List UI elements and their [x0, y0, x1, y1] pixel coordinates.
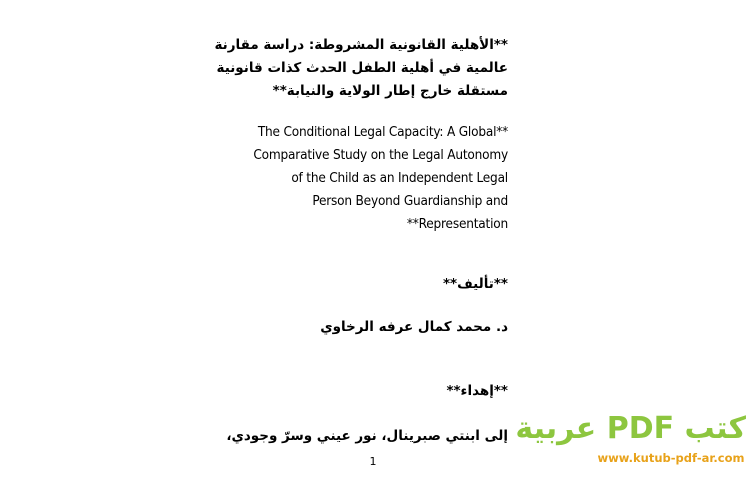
title-english-line: Comparative Study on the Legal Autonomy: [253, 147, 508, 163]
site-watermark: [515, 410, 746, 466]
title-english-line: **Representation: [406, 216, 508, 232]
author-heading: **تأليف**: [442, 276, 508, 292]
watermark-url: www.kutub-pdf-ar.com: [597, 451, 745, 465]
title-english: [208, 121, 508, 236]
title-arabic-line: **الأهلية القانونية المشروطة: دراسة مقارنة: [214, 37, 508, 53]
title-english-line: Person Beyond Guardianship and: [312, 193, 508, 209]
watermark-site-name: كتب PDF عربية: [515, 411, 746, 446]
title-arabic: [208, 34, 508, 103]
title-arabic-line: مستقلة خارج إطار الولاية والنيابة**: [272, 83, 508, 99]
dedication-text: إلى ابنتي صبرينال، نور عيني وسرّ وجودي،: [226, 428, 508, 444]
title-english-line: of the Child as an Independent Legal: [291, 170, 508, 186]
title-arabic-line: عالمية في أهلية الطفل الحدث كذات قانونية: [216, 60, 508, 76]
title-english-line: The Conditional Legal Capacity: A Global**: [257, 124, 508, 140]
dedication-heading: **إهداء**: [446, 383, 508, 399]
author-name: د. محمد كمال عرفه الرخاوي: [320, 319, 508, 335]
page-number: 1: [369, 455, 377, 468]
